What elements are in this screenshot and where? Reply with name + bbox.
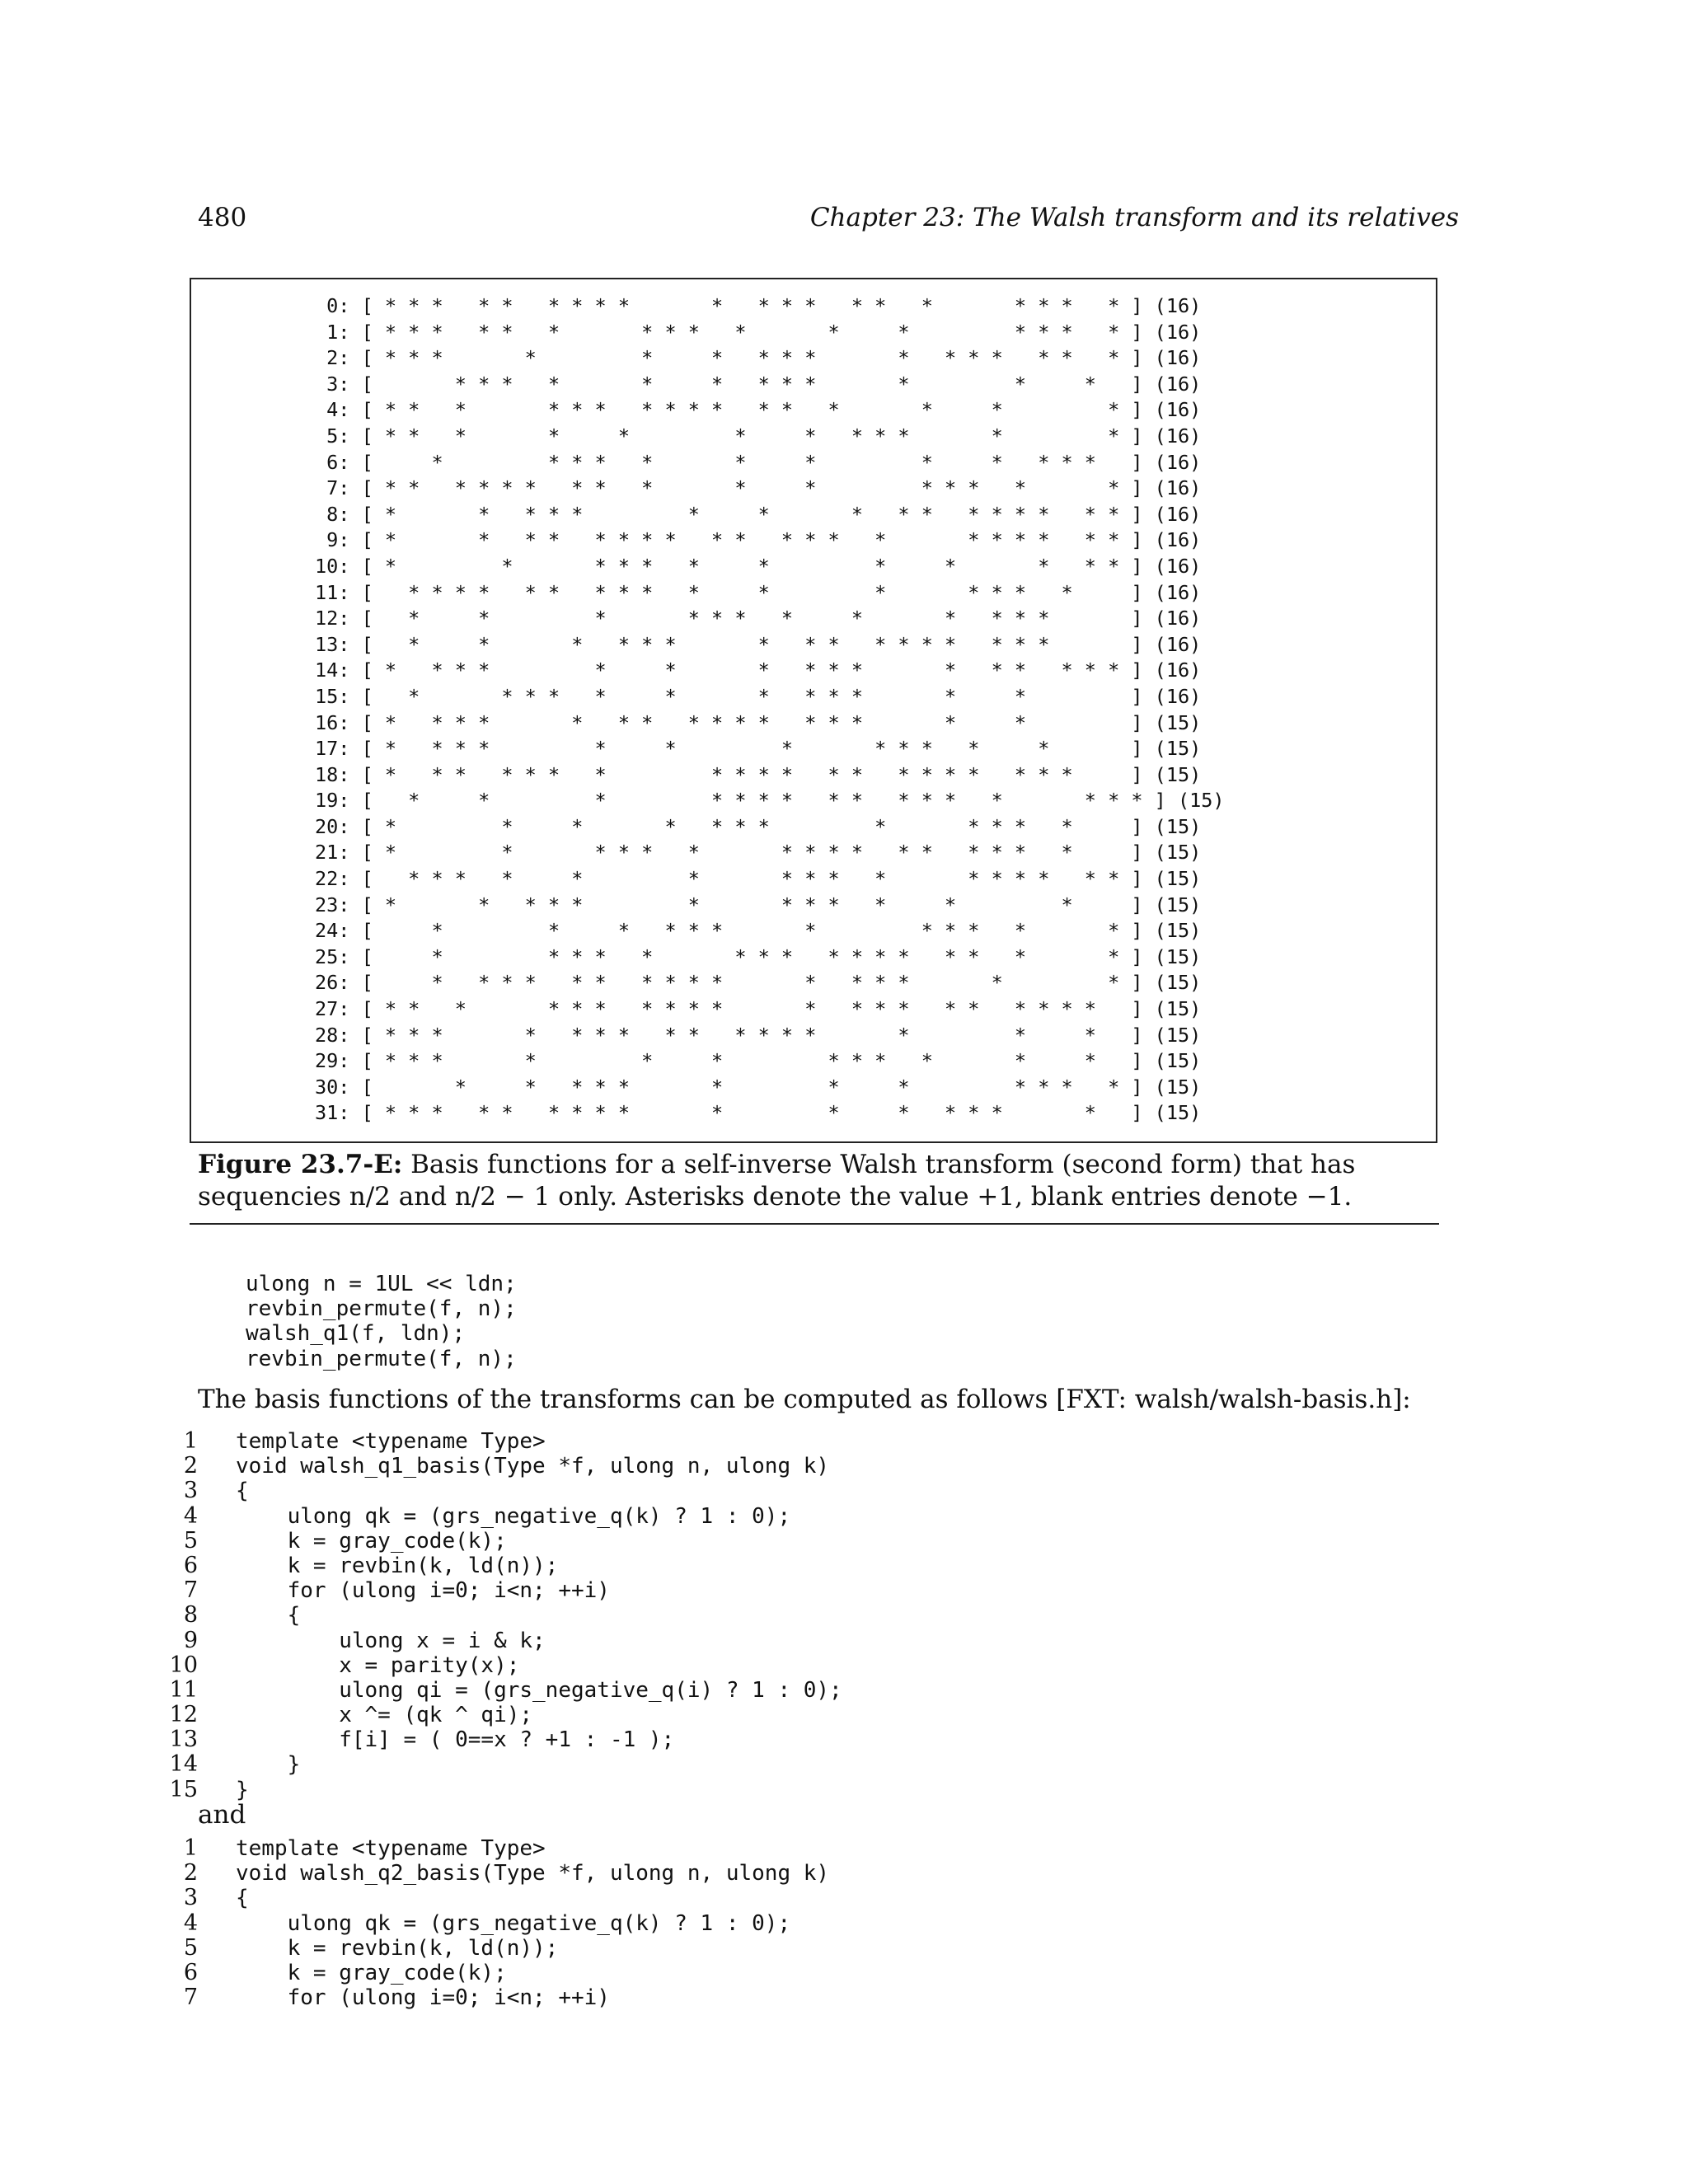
line-code: } [236,1752,301,1778]
code-line: ulong n = 1UL << ldn; [246,1272,517,1296]
line-number: 12 [169,1702,198,1728]
basis-row: 24: [ * * * * * * * * * * * * ] (15) [315,919,1202,943]
basis-row: 23: [ * * * * * * * * * * * * ] (15) [315,893,1202,916]
line-number: 5 [183,1527,198,1554]
code-line: revbin_permute(f, n); [246,1346,517,1371]
basis-row: 20: [ * * * * * * * * * * * * ] (15) [315,814,1202,838]
basis-row: 31: [ * * * * * * * * * * * * * * * * ] (15) [315,1101,1202,1125]
line-code: x ^= (qk ^ qi); [236,1703,533,1728]
line-number: 1 [183,1428,198,1454]
basis-row: 7: [ * * * * * * * * * * * * * * * * ] (16) [315,476,1202,500]
line-code: for (ulong i=0; i<n; ++i) [236,1985,610,2011]
body-paragraph: The basis functions of the transforms can be computed as follows [FXT: walsh/walsh-basis.h]: [198,1385,1411,1414]
line-number: 2 [183,1860,198,1886]
basis-row: 4: [ * * * * * * * * * * * * * * * * ] (16) [315,398,1202,422]
basis-row: 30: [ * * * * * * * * * * * * ] (15) [315,1075,1202,1099]
line-number: 13 [169,1727,198,1753]
basis-row: 21: [ * * * * * * * * * * * * * * * * ] (15) [315,841,1202,865]
figure-box [190,278,1437,1143]
line-number: 1 [183,1835,198,1861]
figure-caption [198,1149,1437,1213]
page-header [198,203,1459,239]
basis-row: 13: [ * * * * * * * * * * * * * * * * ] (16) [315,632,1202,656]
basis-row: 28: [ * * * * * * * * * * * * * * * * ] (15) [315,1023,1202,1047]
connector-text: and [198,1800,246,1830]
line-number: 7 [183,1577,198,1604]
basis-row: 22: [ * * * * * * * * * * * * * * * * ] (15) [315,867,1202,891]
figure-label: Figure 23.7-E: [198,1150,403,1179]
basis-row: 27: [ * * * * * * * * * * * * * * * * * * * * ] (15) [315,997,1202,1021]
line-code: { [236,1886,249,1911]
figure-caption-text: Basis functions for a self-inverse Walsh transform (second form) that has sequencies n/2 and n/2 − 1 only. Asterisks denote the value +1, blank entries denote −1. [198,1150,1356,1212]
line-number: 3 [183,1478,198,1504]
line-number: 6 [183,1552,198,1578]
line-code: ulong qk = (grs_negative_q(k) ? 1 : 0); [236,1503,791,1529]
basis-row: 1: [ * * * * * * * * * * * * * * * * ] (16) [315,320,1202,344]
line-code: void walsh_q2_basis(Type *f, ulong n, ulong k) [236,1861,830,1886]
line-code: } [236,1777,249,1802]
basis-row: 16: [ * * * * * * * * * * * * * * * * ] (15) [315,710,1202,734]
line-code: { [236,1479,249,1504]
basis-row: 10: [ * * * * * * * * * * * * ] (16) [315,554,1202,578]
line-code: x = parity(x); [236,1652,520,1678]
basis-row: 25: [ * * * * * * * * * * * * * * * * ] (15) [315,944,1202,968]
line-number: 11 [169,1676,198,1703]
line-number: 10 [169,1652,198,1678]
caption-divider [190,1223,1439,1225]
basis-row: 14: [ * * * * * * * * * * * * * * * * ] (16) [315,658,1202,682]
line-number: 3 [183,1885,198,1911]
line-number: 5 [183,1934,198,1961]
line-code: { [236,1603,301,1629]
basis-row: 12: [ * * * * * * * * * * * * ] (16) [315,607,1202,630]
basis-row: 0: [ * * * * * * * * * * * * * * * * * * * * ] (16) [315,294,1202,317]
line-code: for (ulong i=0; i<n; ++i) [236,1578,610,1604]
line-code: k = revbin(k, ld(n)); [236,1935,559,1961]
line-code: void walsh_q1_basis(Type *f, ulong n, ulong k) [236,1454,830,1479]
code-snippet [246,1272,517,1371]
line-code: template <typename Type> [236,1429,546,1454]
basis-row: 3: [ * * * * * * * * * * * * ] (16) [315,372,1202,396]
basis-row: 29: [ * * * * * * * * * * * * ] (15) [315,1049,1202,1073]
basis-row: 5: [ * * * * * * * * * * * * ] (16) [315,424,1202,448]
line-code: template <typename Type> [236,1836,546,1861]
basis-row: 17: [ * * * * * * * * * * * * ] (15) [315,737,1202,761]
line-number: 4 [183,1502,198,1529]
line-code: ulong qi = (grs_negative_q(i) ? 1 : 0); [236,1677,842,1703]
line-code: k = gray_code(k); [236,1528,507,1554]
line-code: ulong qk = (grs_negative_q(k) ? 1 : 0); [236,1910,791,1936]
basis-row: 18: [ * * * * * * * * * * * * * * * * * * * * ] (15) [315,762,1202,786]
code-line: revbin_permute(f, n); [246,1296,517,1322]
line-code: k = gray_code(k); [236,1960,507,1985]
line-number: 7 [183,1985,198,2011]
basis-row: 8: [ * * * * * * * * * * * * * * * * ] (16) [315,502,1202,526]
line-number: 8 [183,1602,198,1629]
line-number: 6 [183,1959,198,1985]
basis-row: 11: [ * * * * * * * * * * * * * * * * ] (16) [315,580,1202,604]
line-number: 14 [169,1751,198,1778]
basis-row: 26: [ * * * * * * * * * * * * * * * * ] (15) [315,971,1202,995]
basis-function-table [315,293,1225,1127]
basis-row: 19: [ * * * * * * * * * * * * * * * * ] (15) [315,789,1225,813]
basis-row: 2: [ * * * * * * * * * * * * * * * * ] (16) [315,346,1202,370]
line-number: 4 [183,1910,198,1936]
basis-row: 6: [ * * * * * * * * * * * * ] (16) [315,450,1202,474]
line-code: ulong x = i & k; [236,1628,546,1653]
page-number: 480 [198,203,247,232]
line-number: 9 [183,1627,198,1653]
line-code: k = revbin(k, ld(n)); [236,1553,559,1578]
basis-row: 9: [ * * * * * * * * * * * * * * * * * * * * ] (16) [315,528,1202,552]
line-number: 15 [169,1776,198,1802]
line-number: 2 [183,1453,198,1479]
basis-row: 15: [ * * * * * * * * * * * * ] (16) [315,684,1202,708]
code-line: walsh_q1(f, ldn); [246,1321,466,1347]
line-code: f[i] = ( 0==x ? +1 : -1 ); [236,1727,675,1753]
running-head: Chapter 23: The Walsh transform and its relatives [809,203,1459,232]
